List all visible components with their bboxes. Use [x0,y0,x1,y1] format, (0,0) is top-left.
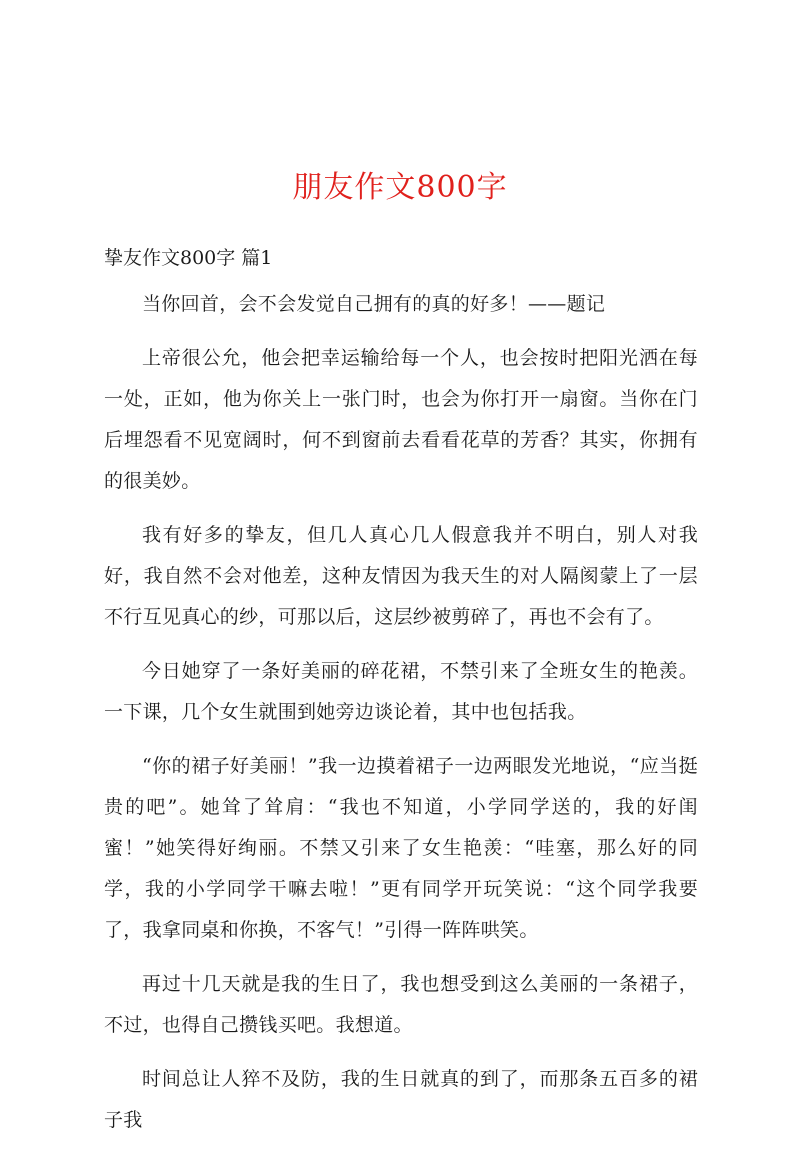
document-body [104,284,698,1154]
paragraph: 上帝很公允，他会把幸运输给每一个人，也会按时把阳光洒在每一处，正如，他为你关上一张门时，也会为你打开一扇窗。当你在门后埋怨看不见宽阔时，何不到窗前去看看花草的芳香？其实，你拥有的很美妙。 [104,347,698,492]
document-title: 朋友作文800字 [292,170,508,205]
paragraph: 我有好多的挚友，但几人真心几人假意我并不明白，别人对我好，我自然不会对他差，这种友情因为我天生的对人隔阂蒙上了一层不行互见真心的纱，可那以后，这层纱被剪碎了，再也不会有了。 [104,524,698,628]
paragraph-epigraph: 当你回首，会不会发觉自己拥有的真的好多！——题记 [142,293,606,315]
paragraph: “你的裙子好美丽！”我一边摸着裙子一边两眼发光地说，“应当挺贵的吧”。她耸了耸肩：“我也不知道，小学同学送的，我的好闺蜜！”她笑得好绚丽。不禁又引来了女生艳羡：“哇塞，那么好的同学，我的小学同学干嘛去啦！”更有同学开玩笑说：“这个同学我要了，我拿同桌和你换，不客气！”引得一阵阵哄笑。 [104,755,698,941]
paragraph: 时间总让人猝不及防，我的生日就真的到了，而那条五百多的裙子我 [104,1068,698,1131]
paragraph: 今日她穿了一条好美丽的碎花裙，不禁引来了全班女生的艳羡。一下课，几个女生就围到她旁边谈论着，其中也包括我。 [104,660,698,723]
paragraph: 再过十几天就是我的生日了，我也想受到这么美丽的一条裙子，不过，也得自己攒钱买吧。我想道。 [104,973,698,1036]
section-heading: 挚友作文800字 篇1 [104,247,273,269]
